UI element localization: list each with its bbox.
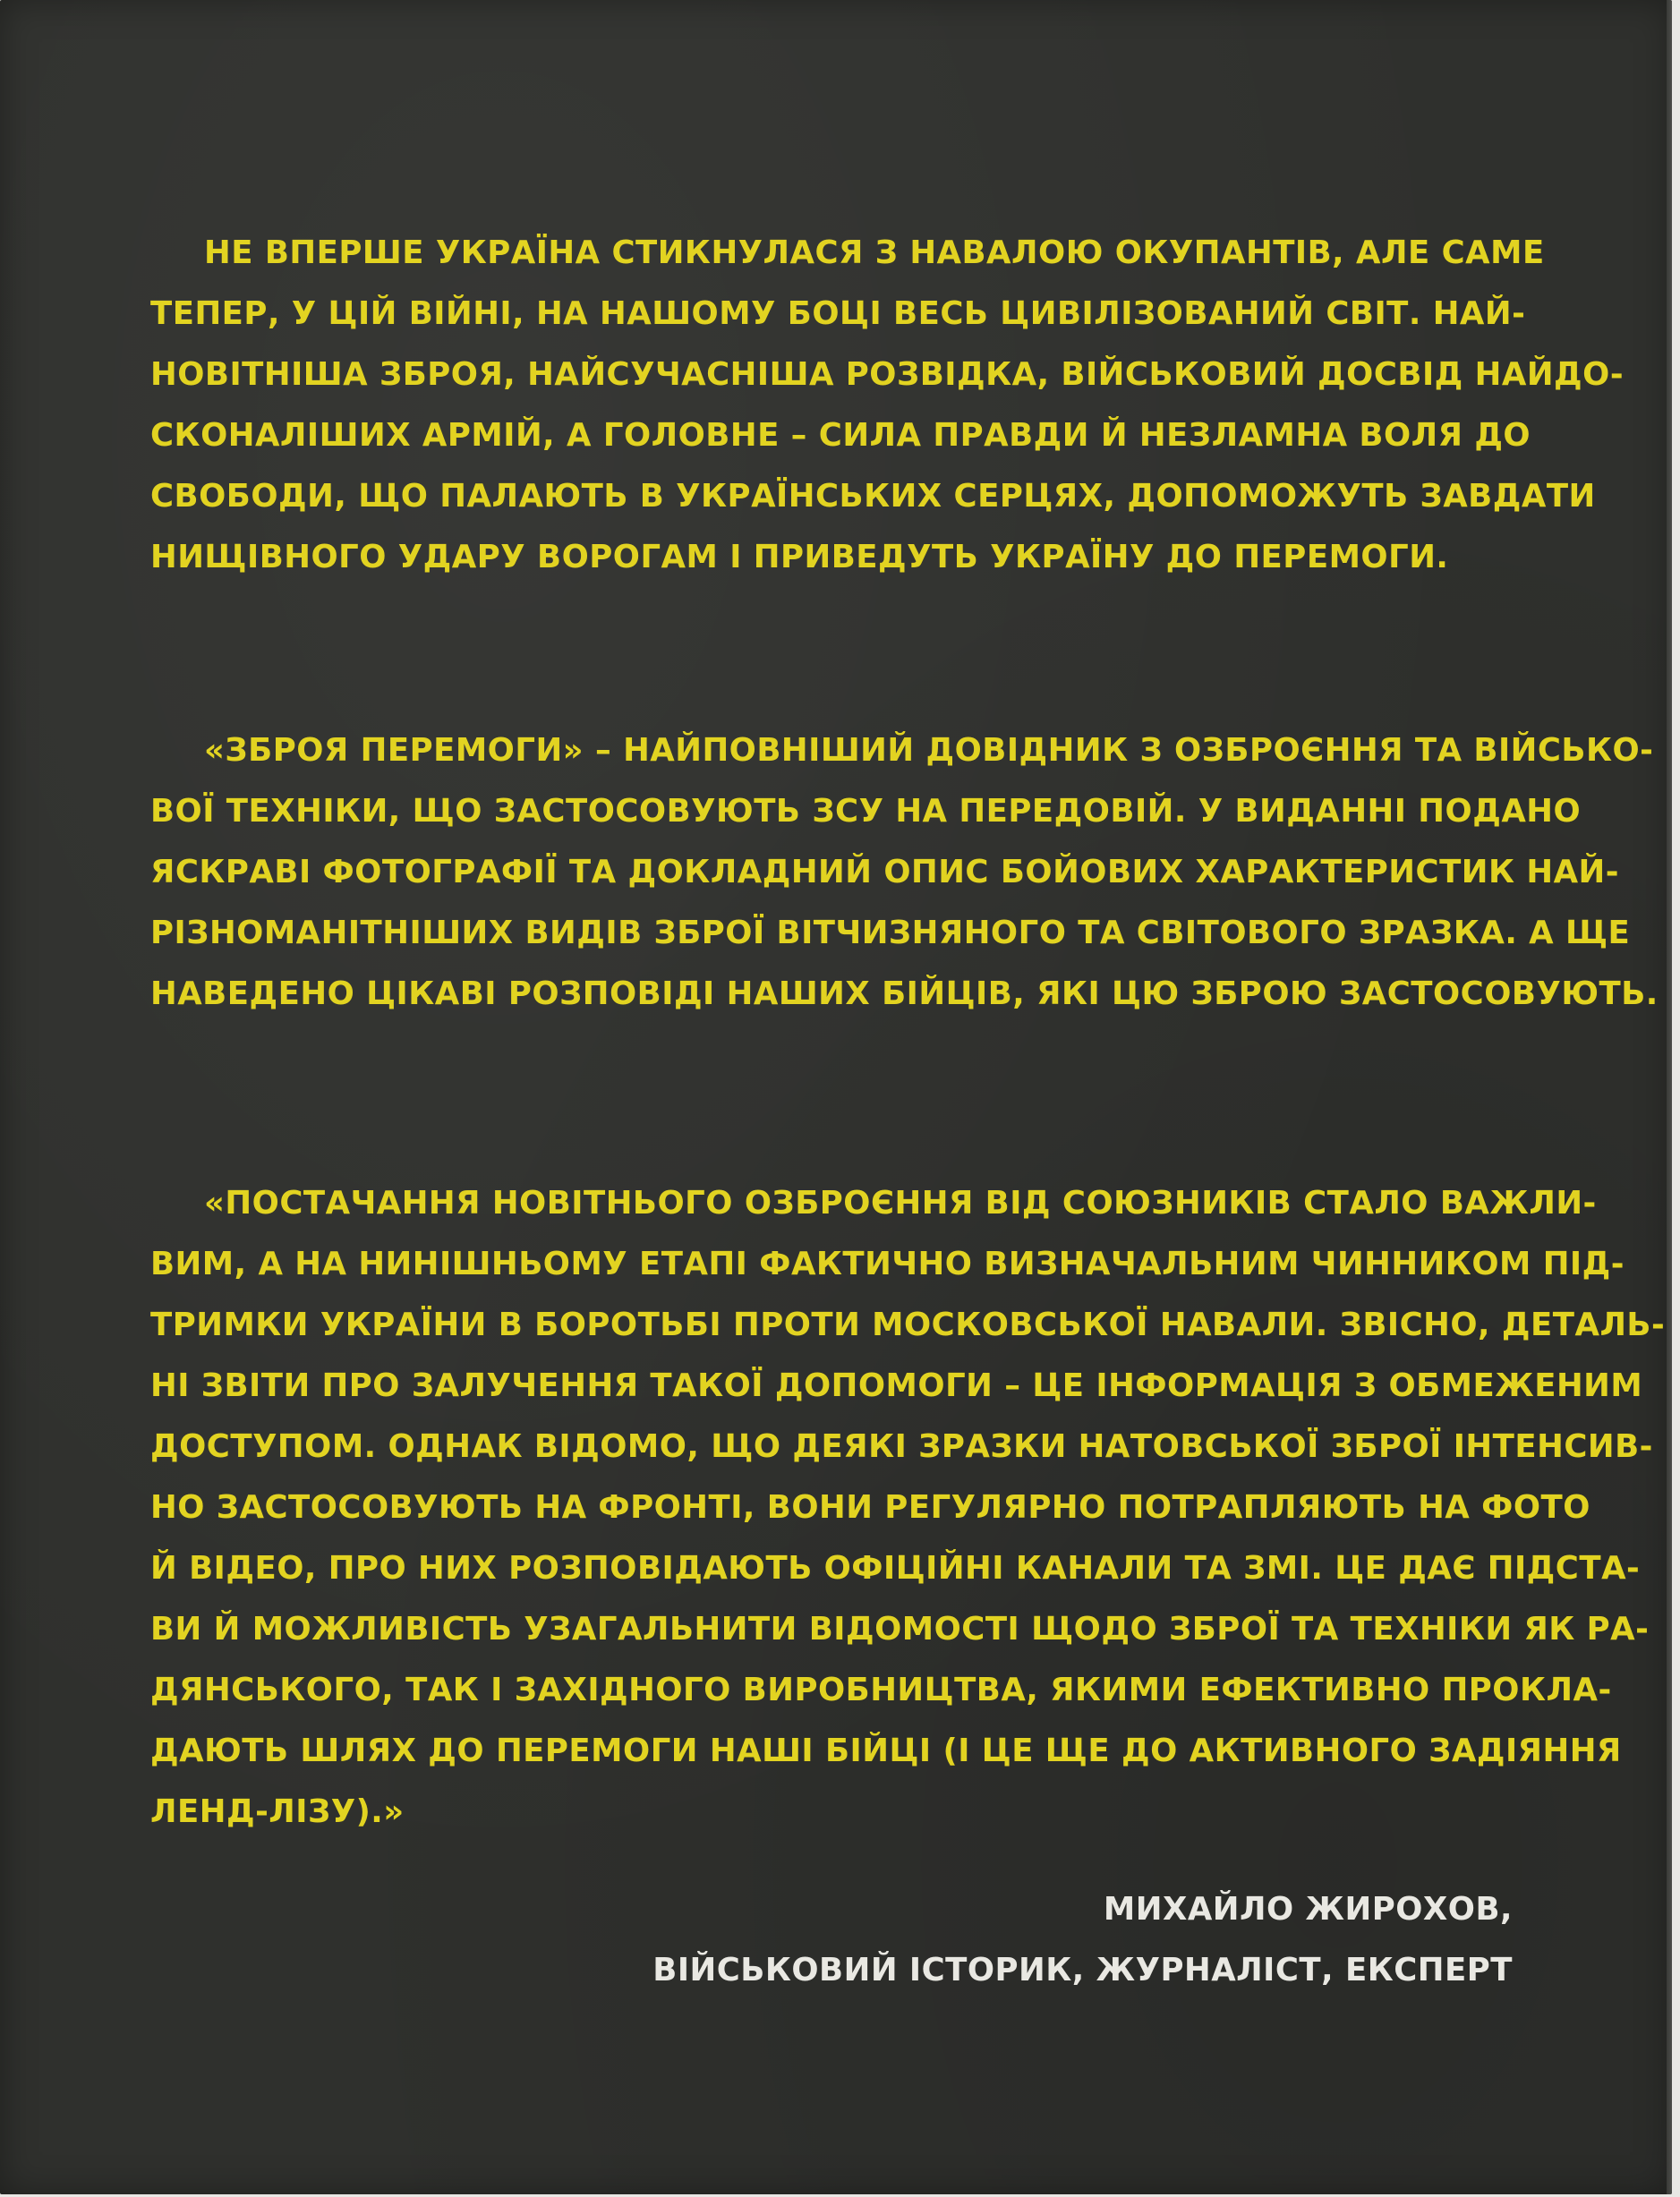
paragraph-line: «ЗБРОЯ ПЕРЕМОГИ» – НАЙПОВНІШИЙ ДОВІДНИК З ОЗБРОЄННЯ ТА ВІЙСЬКО- (204, 732, 1654, 769)
paragraph-line: ТРИМКИ УКРАЇНИ В БОРОТЬБІ ПРОТИ МОСКОВСЬКОЇ НАВАЛИ. ЗВІСНО, ДЕТАЛЬ- (150, 1307, 1666, 1343)
author-title: ВІЙСЬКОВИЙ ІСТОРИК, ЖУРНАЛІСТ, ЕКСПЕРТ (652, 1952, 1513, 1988)
cover-edge (1667, 0, 1672, 2194)
author-name: МИХАЙЛО ЖИРОХОВ, (1103, 1891, 1513, 1928)
paragraph-line: ЛЕНД-ЛІЗУ).» (150, 1793, 405, 1830)
paragraph-line: НАВЕДЕНО ЦІКАВІ РОЗПОВІДІ НАШИХ БІЙЦІВ, ЯКІ ЦЮ ЗБРОЮ ЗАСТОСОВУЮТЬ. (150, 975, 1659, 1012)
paragraph-intro (150, 223, 1625, 588)
paragraph-line: «ПОСТАЧАННЯ НОВІТНЬОГО ОЗБРОЄННЯ ВІД СОЮЗНИКІВ СТАЛО ВАЖЛИ- (204, 1185, 1597, 1222)
paragraph-line: СКОНАЛІШИХ АРМІЙ, А ГОЛОВНЕ – СИЛА ПРАВДИ Й НЕЗЛАМНА ВОЛЯ ДО (150, 417, 1531, 454)
paragraph-line: НИЩІВНОГО УДАРУ ВОРОГАМ І ПРИВЕДУТЬ УКРАЇНУ ДО ПЕРЕМОГИ. (150, 539, 1449, 575)
paragraph-line: ВИ Й МОЖЛИВІСТЬ УЗАГАЛЬНИТИ ВІДОМОСТІ ЩОДО ЗБРОЇ ТА ТЕХНІКИ ЯК РА- (150, 1611, 1650, 1648)
paragraph-line: ЯСКРАВІ ФОТОГРАФІЇ ТА ДОКЛАДНИЙ ОПИС БОЙОВИХ ХАРАКТЕРИСТИК НАЙ- (150, 854, 1619, 890)
quote-signature (652, 1879, 1513, 2001)
paragraph-line: ДОСТУПОМ. ОДНАК ВІДОМО, ЩО ДЕЯКІ ЗРАЗКИ НАТОВСЬКОЇ ЗБРОЇ ІНТЕНСИВ- (150, 1428, 1653, 1465)
paragraph-line: ДАЮТЬ ШЛЯХ ДО ПЕРЕМОГИ НАШІ БІЙЦІ (І ЦЕ ЩЕ ДО АКТИВНОГО ЗАДІЯННЯ (150, 1733, 1622, 1769)
paragraph-line: НІ ЗВІТИ ПРО ЗАЛУЧЕННЯ ТАКОЇ ДОПОМОГИ – ЦЕ ІНФОРМАЦІЯ З ОБМЕЖЕНИМ (150, 1367, 1643, 1404)
paragraph-line: Й ВІДЕО, ПРО НИХ РОЗПОВІДАЮТЬ ОФІЦІЙНІ КАНАЛИ ТА ЗМІ. ЦЕ ДАЄ ПІДСТА- (150, 1550, 1641, 1587)
paragraph-book-description (150, 720, 1659, 1025)
paragraph-line: НО ЗАСТОСОВУЮТЬ НА ФРОНТІ, ВОНИ РЕГУЛЯРНО ПОТРАПЛЯЮТЬ НА ФОТО (150, 1489, 1590, 1526)
paragraph-line: ДЯНСЬКОГО, ТАК І ЗАХІДНОГО ВИРОБНИЦТВА, ЯКИМИ ЕФЕКТИВНО ПРОКЛА- (150, 1672, 1612, 1708)
paragraph-quote (150, 1173, 1666, 1843)
paragraph-line: НЕ ВПЕРШЕ УКРАЇНА СТИКНУЛАСЯ З НАВАЛОЮ ОКУПАНТІВ, АЛЕ САМЕ (204, 234, 1545, 271)
paragraph-line: ВИМ, А НА НИНІШНЬОМУ ЕТАПІ ФАКТИЧНО ВИЗНАЧАЛЬНИМ ЧИННИКОМ ПІД- (150, 1246, 1625, 1282)
paragraph-line: СВОБОДИ, ЩО ПАЛАЮТЬ В УКРАЇНСЬКИХ СЕРЦЯХ, ДОПОМОЖУТЬ ЗАВДАТИ (150, 478, 1596, 515)
paragraph-line: НОВІТНІША ЗБРОЯ, НАЙСУЧАСНІША РОЗВІДКА, ВІЙСЬКОВИЙ ДОСВІД НАЙДО- (150, 356, 1625, 393)
paragraph-line: ВОЇ ТЕХНІКИ, ЩО ЗАСТОСОВУЮТЬ ЗСУ НА ПЕРЕДОВІЙ. У ВИДАННІ ПОДАНО (150, 793, 1582, 830)
paragraph-line: ТЕПЕР, У ЦІЙ ВІЙНІ, НА НАШОМУ БОЦІ ВЕСЬ ЦИВІЛІЗОВАНИЙ СВІТ. НАЙ- (150, 295, 1526, 332)
paragraph-line: РІЗНОМАНІТНІШИХ ВИДІВ ЗБРОЇ ВІТЧИЗНЯНОГО ТА СВІТОВОГО ЗРАЗКА. А ЩЕ (150, 915, 1631, 951)
